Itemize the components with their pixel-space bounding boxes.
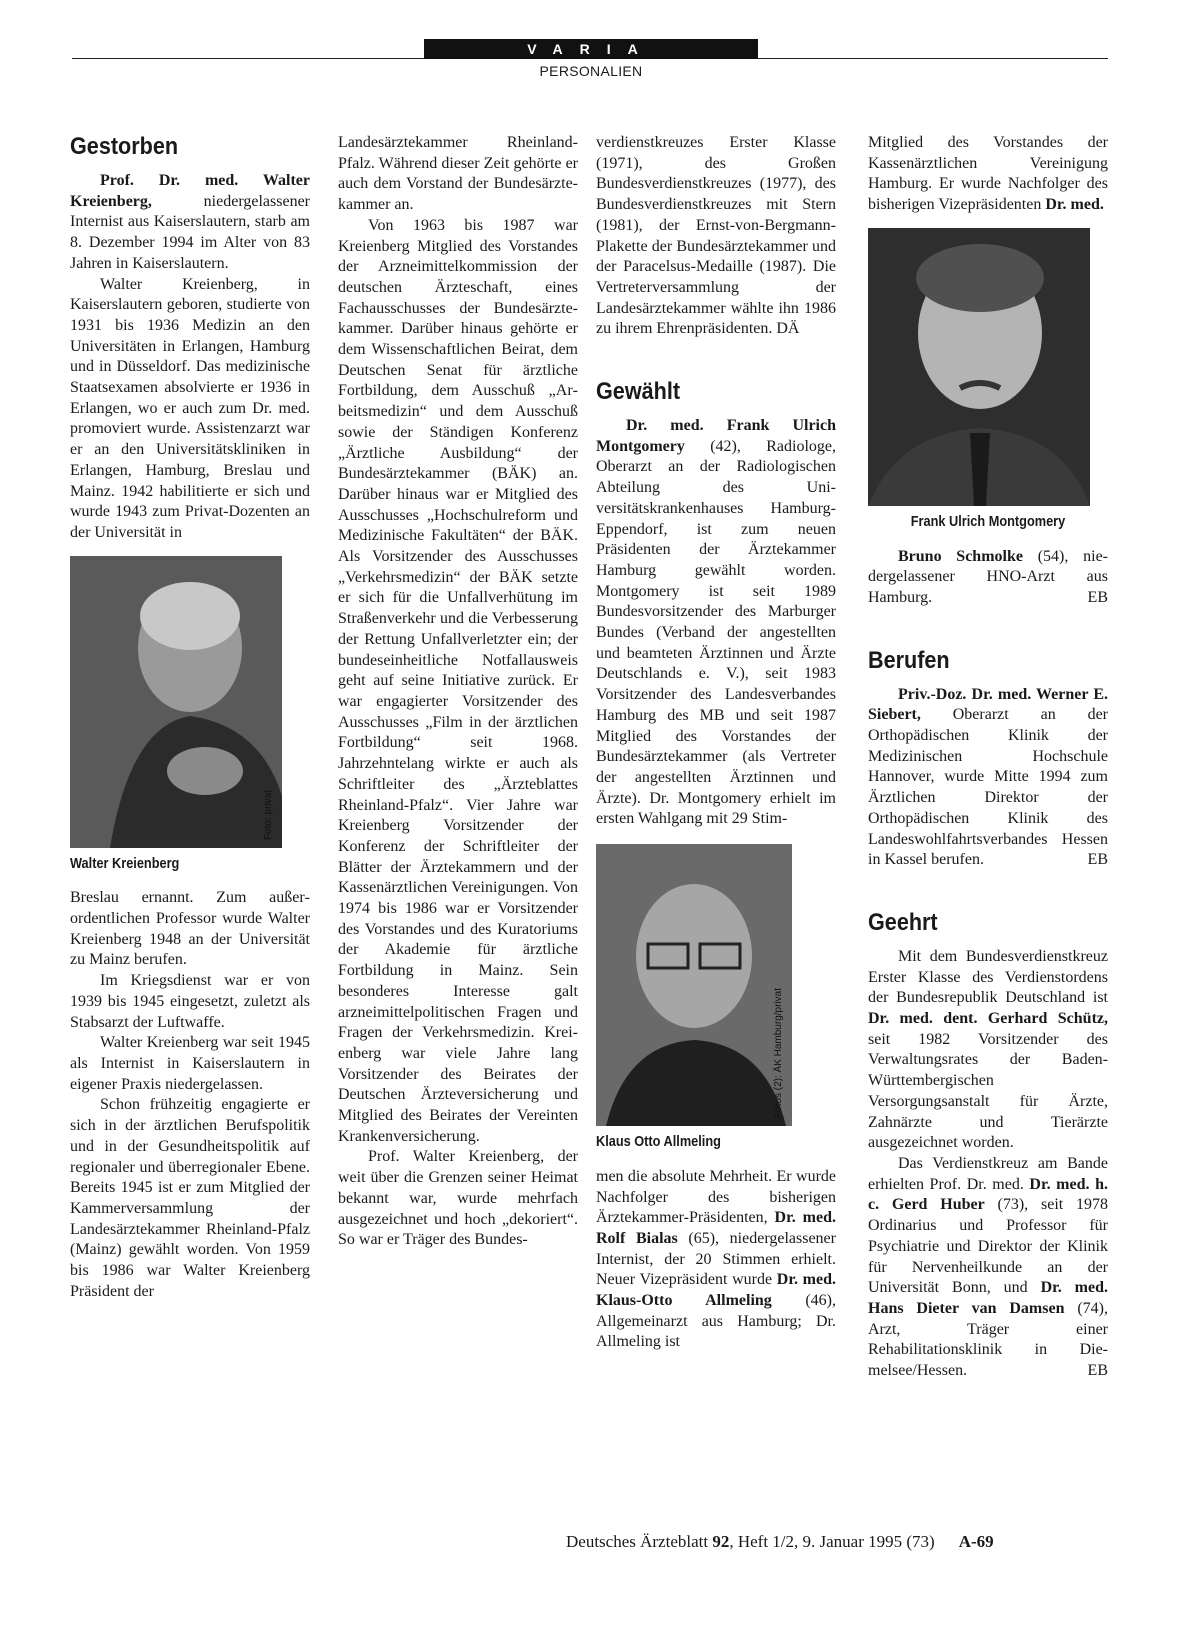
person-name: Dr. med. Hans Dieter van Damsen [868, 1279, 1109, 1317]
person-name: Dr. med. Frank Ulrich Montgomery [596, 417, 836, 455]
subsection-label: PERSONALIEN [539, 63, 643, 79]
person-name: Dr. med. Rolf Bialas [596, 1209, 836, 1247]
portrait-photo-allmeling [596, 844, 792, 1126]
author-signature: EB [1087, 588, 1108, 606]
photo-caption: Klaus Otto Allmeling [596, 1133, 721, 1151]
paragraph: Von 1963 bis 1987 war Kreienberg Mitglied des Vorstandes der Arzneimittelkommission der deutschen Ärzteschaft, eines Fachausschusses der Bundesärztekammer. Darüber hinaus gehörte er dem Wissenschaftlichen Beirat, dem Deutschen Senat für ärztliche Fortbildung, dem Ausschuß „Arbeitsmedizin“ und dem Ausschuß sowie der Ständigen Konferenz „Ärztliche Ausbildung“ der Bundesärztekammer (BÄK) an. Darüber hinaus war er Mitglied des Ausschusses „Hochschulreform und Medizinische Fakultäten“ der BÄK. Als Vorsitzender des Ausschusses „Verkehrsmedizin“ der BÄK setzte er sich für die Unfallverhütung im Straßenverkehr und die Verbesserung der Rettung Unfallverletzter ein; der bundeseinheitliche Notfallausweis geht auf seine Initiative zurück. Er war engagierter Vorsitzender des Ausschusses „Film in der ärztlichen Fortbildung“ seit 1968. Jahrzehntelang wirkte er auch als Schriftleiter des „Ärzteblattes Rheinland-Pfalz“. Vier Jahre war Kreienberg Vorsitzender der Konferenz der Schriftleiter der Blätter der Ärztekammern und der Kassenärztlichen Vereinigungen. Von 1974 bis 1986 war er Vorsitzender des Vorstandes und des Kuratoriums der Akademie für ärztliche Fortbildung in Mainz. Sein besonderes Interesse galt arzneimittelpolitischen Fragen und Fragen der Verkehrsmedizin. Kreienberg war viele Jahre lang Vorsitzender des Beirates der Deutschen Ärzteversicherung und Mitglied des Beirates der Vereinten Krankenversicherung. [338, 216, 578, 1145]
photo-caption: Frank Ulrich Montgomery [910, 512, 1066, 530]
paragraph: Im Kriegsdienst war er von 1939 bis 1945 eingesetzt, zuletzt als Stabsarzt der Luftwaffe. [70, 972, 310, 1031]
paragraph: men die absolute Mehrheit. Er wurde Nachfolger des bisherigen Ärztekammer-Präsidenten, Dr. med. Rolf Bialas (65), niedergelassener Internist, der 20 Stimmen erhielt. Neuer Vizepräsident wurde Dr. med. Klaus-Otto Allmeling (46), Allgemeinarzt aus Hamburg; Dr. Allmeling ist [596, 1167, 836, 1351]
person-name: Priv.-Doz. Dr. med. Werner E. Siebert, [868, 685, 1108, 724]
paragraph: Prof. Walter Kreienberg, der weit über die Grenzen seiner Heimat bekannt war, wurde mehrfach ausgezeichnet und hoch „dekoriert“. So war er Träger des Bundes- [338, 1148, 578, 1249]
column-3 [596, 133, 836, 1353]
heading-gestorben: Gestorben [70, 133, 179, 160]
author-signature: EB [1087, 851, 1108, 869]
heading-gewaehlt: Gewählt [596, 378, 681, 406]
column-2 [338, 133, 578, 1251]
paragraph: Dr. med. Frank Ulrich Montgomery (42), Radiologe, Oberarzt an der Radiologischen Abteilung des Universitätskrankenhauses Hamburg-Eppendorf, ist zum neuen Präsidenten der Ärztekammer Hamburg gewählt worden. Montgomery ist seit 1989 Bundesvorsitzender des Marburger Bundes (Verband der angestellten und beamteten Ärztinnen und Ärzte Deutschlands e. V.), seit 1983 Vorsitzender des Landesverbandes Hamburg des MB und seit 1987 Mitglied des Vorstandes der Bundesärztekammer (als Vertreter der angestellten Ärztinnen und Ärzte). Dr. Montgomery erhielt im ersten Wahlgang mit 29 Stim- [596, 417, 836, 828]
paragraph: Das Verdienstkreuz am Bande erhielten Prof. Dr. med. Dr. med. h. c. Gerd Huber (73), seit 1978 Ordinarius und Professor für Psychiatrie und Direktor der Klinik für Nervenheilkunde an der Universität Bonn, und Dr. med. Hans Dieter van Damsen (74), Arzt, Träger einer Rehabilitationsklinik in Diemelsee/Hessen. EB [868, 1154, 1108, 1382]
photo-credit: Foto: privat [263, 789, 275, 840]
section-label: VARIA [424, 39, 758, 59]
portrait-photo-kreienberg [70, 556, 282, 848]
page-number: A-69 [958, 1532, 994, 1551]
paragraph: Schon frühzeitig engagierte er sich in der ärztlichen Berufspolitik und in der Gesundheitspolitik auf regionaler und überregionaler Ebene. Bereits 1945 ist er zum Mitglied der Kammerversammlung der Landesärztekammer Rheinland-Pfalz (Mainz) gewählt worden. Von 1959 bis 1986 war Walter Kreienberg Präsident der [70, 1096, 310, 1300]
paragraph: Mitglied des Vorstandes der Kassenärztlichen Vereinigung Hamburg. Er wurde Nachfolger des bisherigen Vizepräsidenten Dr. med. [868, 134, 1108, 214]
journal-citation: Deutsches Ärzteblatt 92, Heft 1/2, 9. Januar 1995 (73) [566, 1532, 935, 1551]
portrait-photo-montgomery [868, 228, 1090, 506]
portrait-illustration [868, 228, 1090, 506]
person-name: Dr. med. dent. Gerhard Schütz, [868, 1010, 1108, 1028]
paragraph: Landesärztekammer Rheinland-Pfalz. Während dieser Zeit gehörte er auch dem Vorstand der Bundesärztekammer an. [338, 134, 578, 214]
paragraph: Walter Kreienberg war seit 1945 als Internist in Kaiserslautern in eigener Praxis niedergelassen. [70, 1034, 310, 1093]
paragraph: Breslau ernannt. Zum außerordentlichen Professor wurde Walter Kreienberg 1948 an der Universität zu Mainz berufen. [70, 889, 310, 969]
person-name: Dr. med. [1045, 196, 1104, 214]
heading-berufen: Berufen [868, 646, 950, 674]
paragraph: Priv.-Doz. Dr. med. Werner E. Siebert, Oberarzt an der Orthopädischen Klinik der Medizinischen Hochschule Hannover, wurde Mitte 1994 zum Ärztlichen Direktor der Orthopädischen Klinik des Landeswohlfahrtsverbandes Hessen in Kassel berufen. EB [868, 685, 1108, 871]
photo-caption: Walter Kreienberg [70, 854, 180, 872]
person-name: Prof. Dr. med. Walter Kreienberg, [70, 172, 310, 210]
paragraph: verdienstkreuzes Erster Klasse (1971), des Großen Bundesverdienstkreuzes (1977), des Bundesverdienstkreuzes mit Stern (1981), der Ernst-von-Bergmann-Plakette der Bundesärztekammer und der Paracelsus-Medaille (1987). Die Vertreterversammlung der Landesärztekammer wählte ihn 1986 zu ihrem Ehrenpräsidenten. DÄ [596, 134, 836, 338]
column-4 [868, 133, 1108, 1382]
paragraph: Bruno Schmolke (54), niedergelassener HNO-Arzt aus Hamburg. EB [868, 547, 1108, 609]
person-name: Dr. med. h. c. Gerd Huber [868, 1175, 1108, 1214]
person-name: Bruno Schmolke [898, 547, 1023, 565]
volume-number: 92 [712, 1532, 730, 1551]
paragraph: Mit dem Bundesverdienstkreuz Erster Klasse des Verdienstordens der Bundesrepublik Deutschland ist Dr. med. dent. Gerhard Schütz, seit 1982 Vorsitzender des Verwaltungsrates der Baden-Württembergischen Versorgungsanstalt für Ärzte, Zahnärzte und Tierärzte ausgezeichnet worden. [868, 947, 1108, 1152]
person-name: Dr. med. Klaus-Otto Allmeling [596, 1271, 836, 1310]
page-footer [566, 1532, 1106, 1552]
heading-geehrt: Geehrt [868, 908, 938, 936]
column-1 [70, 133, 310, 1302]
paragraph: Prof. Dr. med. Walter Kreienberg, niedergelassener Internist aus Kaiserslautern, starb am 8. Dezember 1994 im Alter von 83 Jahren in Kaiserslautern. [70, 172, 310, 272]
photo-credit: Fotos (2): ÄK Hamburg/privat [773, 988, 785, 1119]
author-signature: EB [1087, 1362, 1108, 1380]
portrait-illustration [596, 844, 792, 1126]
portrait-illustration [70, 556, 282, 848]
paragraph: Walter Kreienberg, in Kaiserslautern geboren, studierte von 1931 bis 1936 Medizin an den Universitäten in Erlangen, Hamburg und in Düsseldorf. Das medizinische Staatsexamen absolvierte er 1936 in Erlangen, wo er auch zum Dr. med. promoviert wurde. Assistenzarzt war er an den Universitätskliniken in Erlangen, Hamburg, Breslau und Mainz. 1942 habilitierte er sich und wurde 1943 zum Privat-Dozenten an der Universität in [70, 275, 310, 541]
